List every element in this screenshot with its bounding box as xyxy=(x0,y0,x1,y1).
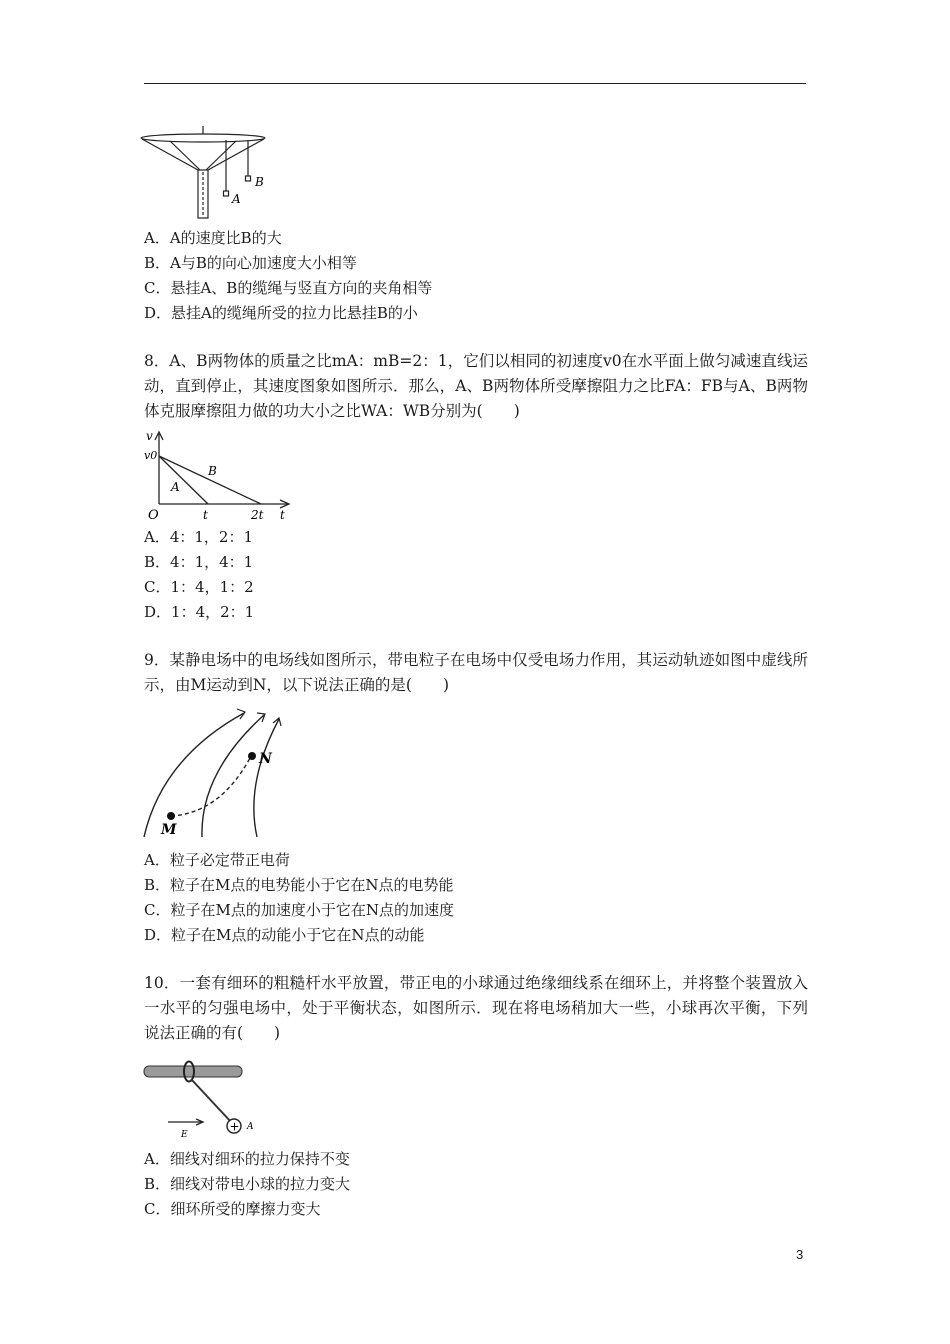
q8-label-line-b: B xyxy=(208,464,217,478)
q8-option-c: C．1：4，1：2 xyxy=(144,578,254,596)
q9-stem: 9．某静电场中的电场线如图所示，带电粒子在电场中仅受电场力作用，其运动轨迹如图中虚线所示，由M运动到N，以下说法正确的是( ) xyxy=(144,651,808,694)
q8-line-a xyxy=(159,456,208,504)
q10-option-a: A．细线对细环的拉力保持不变 xyxy=(144,1150,350,1168)
q7-option-a: A．A的速度比B的大 xyxy=(144,229,282,247)
q8-label-2t: 2t xyxy=(251,508,264,522)
q10-option-b: B．细线对带电小球的拉力变大 xyxy=(144,1175,351,1193)
q8-option-d: D．1：4，2：1 xyxy=(144,603,255,621)
q9-field-line-3 xyxy=(254,719,279,837)
q10-thread xyxy=(191,1079,232,1123)
q10-label-ball: A xyxy=(247,1122,254,1132)
q8-figure xyxy=(140,428,300,524)
q10-charge-sign: + xyxy=(229,1119,240,1134)
q10-option-c: C．细环所受的摩擦力变大 xyxy=(144,1200,321,1218)
q10-figure xyxy=(140,1052,260,1142)
q8-option-b: B．4：1，4：1 xyxy=(144,553,254,571)
q9-option-b: B．粒子在M点的电势能小于它在N点的电势能 xyxy=(144,876,454,894)
q9-point-m xyxy=(167,812,175,820)
q8-label-origin: O xyxy=(148,508,159,523)
q10-stem: 10．一套有细环的粗糙杆水平放置，带正电的小球通过绝缘细线系在细环上，并将整个装置放入一水平的匀强电场中，处于平衡状态，如图所示．现在将电场稍加大一些，小球再次平衡，下列说法正确的有( ) xyxy=(144,974,808,1042)
q8-label-line-a: A xyxy=(171,480,180,494)
q10-label-field: E xyxy=(181,1130,188,1140)
q9-option-c: C．粒子在M点的加速度小于它在N点的加速度 xyxy=(144,901,454,919)
q7-option-b: B．A与B的向心加速度大小相等 xyxy=(144,254,357,272)
q9-label-n: N xyxy=(259,751,272,767)
q8-stem: 8．A、B两物体的质量之比mA：mB=2：1，它们以相同的初速度v0在水平面上做匀减速直线运动，直到停止，其速度图象如图所示．那么，A、B两物体所受摩擦阻力之比FA：FB与A、B两物体克服摩擦阻力做的功大小之比WA：WB分别为( ) xyxy=(144,352,808,420)
q9-option-a: A．粒子必定带正电荷 xyxy=(144,851,290,869)
page-number: 3 xyxy=(796,1247,804,1262)
q8-option-a: A．4：1，2：1 xyxy=(144,528,254,546)
q7-figure xyxy=(140,124,270,220)
q9-option-d: D．粒子在M点的动能小于它在N点的动能 xyxy=(144,926,425,944)
q7-option-d: D．悬挂A的缆绳所受的拉力比悬挂B的小 xyxy=(144,304,418,322)
q9-figure xyxy=(140,703,290,839)
q9-label-m: M xyxy=(161,822,177,838)
q7-label-a: A xyxy=(232,192,241,206)
q8-label-t: t xyxy=(203,508,208,522)
q8-label-v0: v0 xyxy=(144,449,158,462)
q8-label-v: v xyxy=(146,429,153,443)
q8-label-t-axis: t xyxy=(280,508,285,522)
q7-option-c: C．悬挂A、B的缆绳与竖直方向的夹角相等 xyxy=(144,279,433,297)
header-rule xyxy=(144,83,806,84)
q7-label-b: B xyxy=(255,175,264,189)
q9-point-n xyxy=(248,752,256,760)
q9-field-line-1 xyxy=(144,713,244,837)
